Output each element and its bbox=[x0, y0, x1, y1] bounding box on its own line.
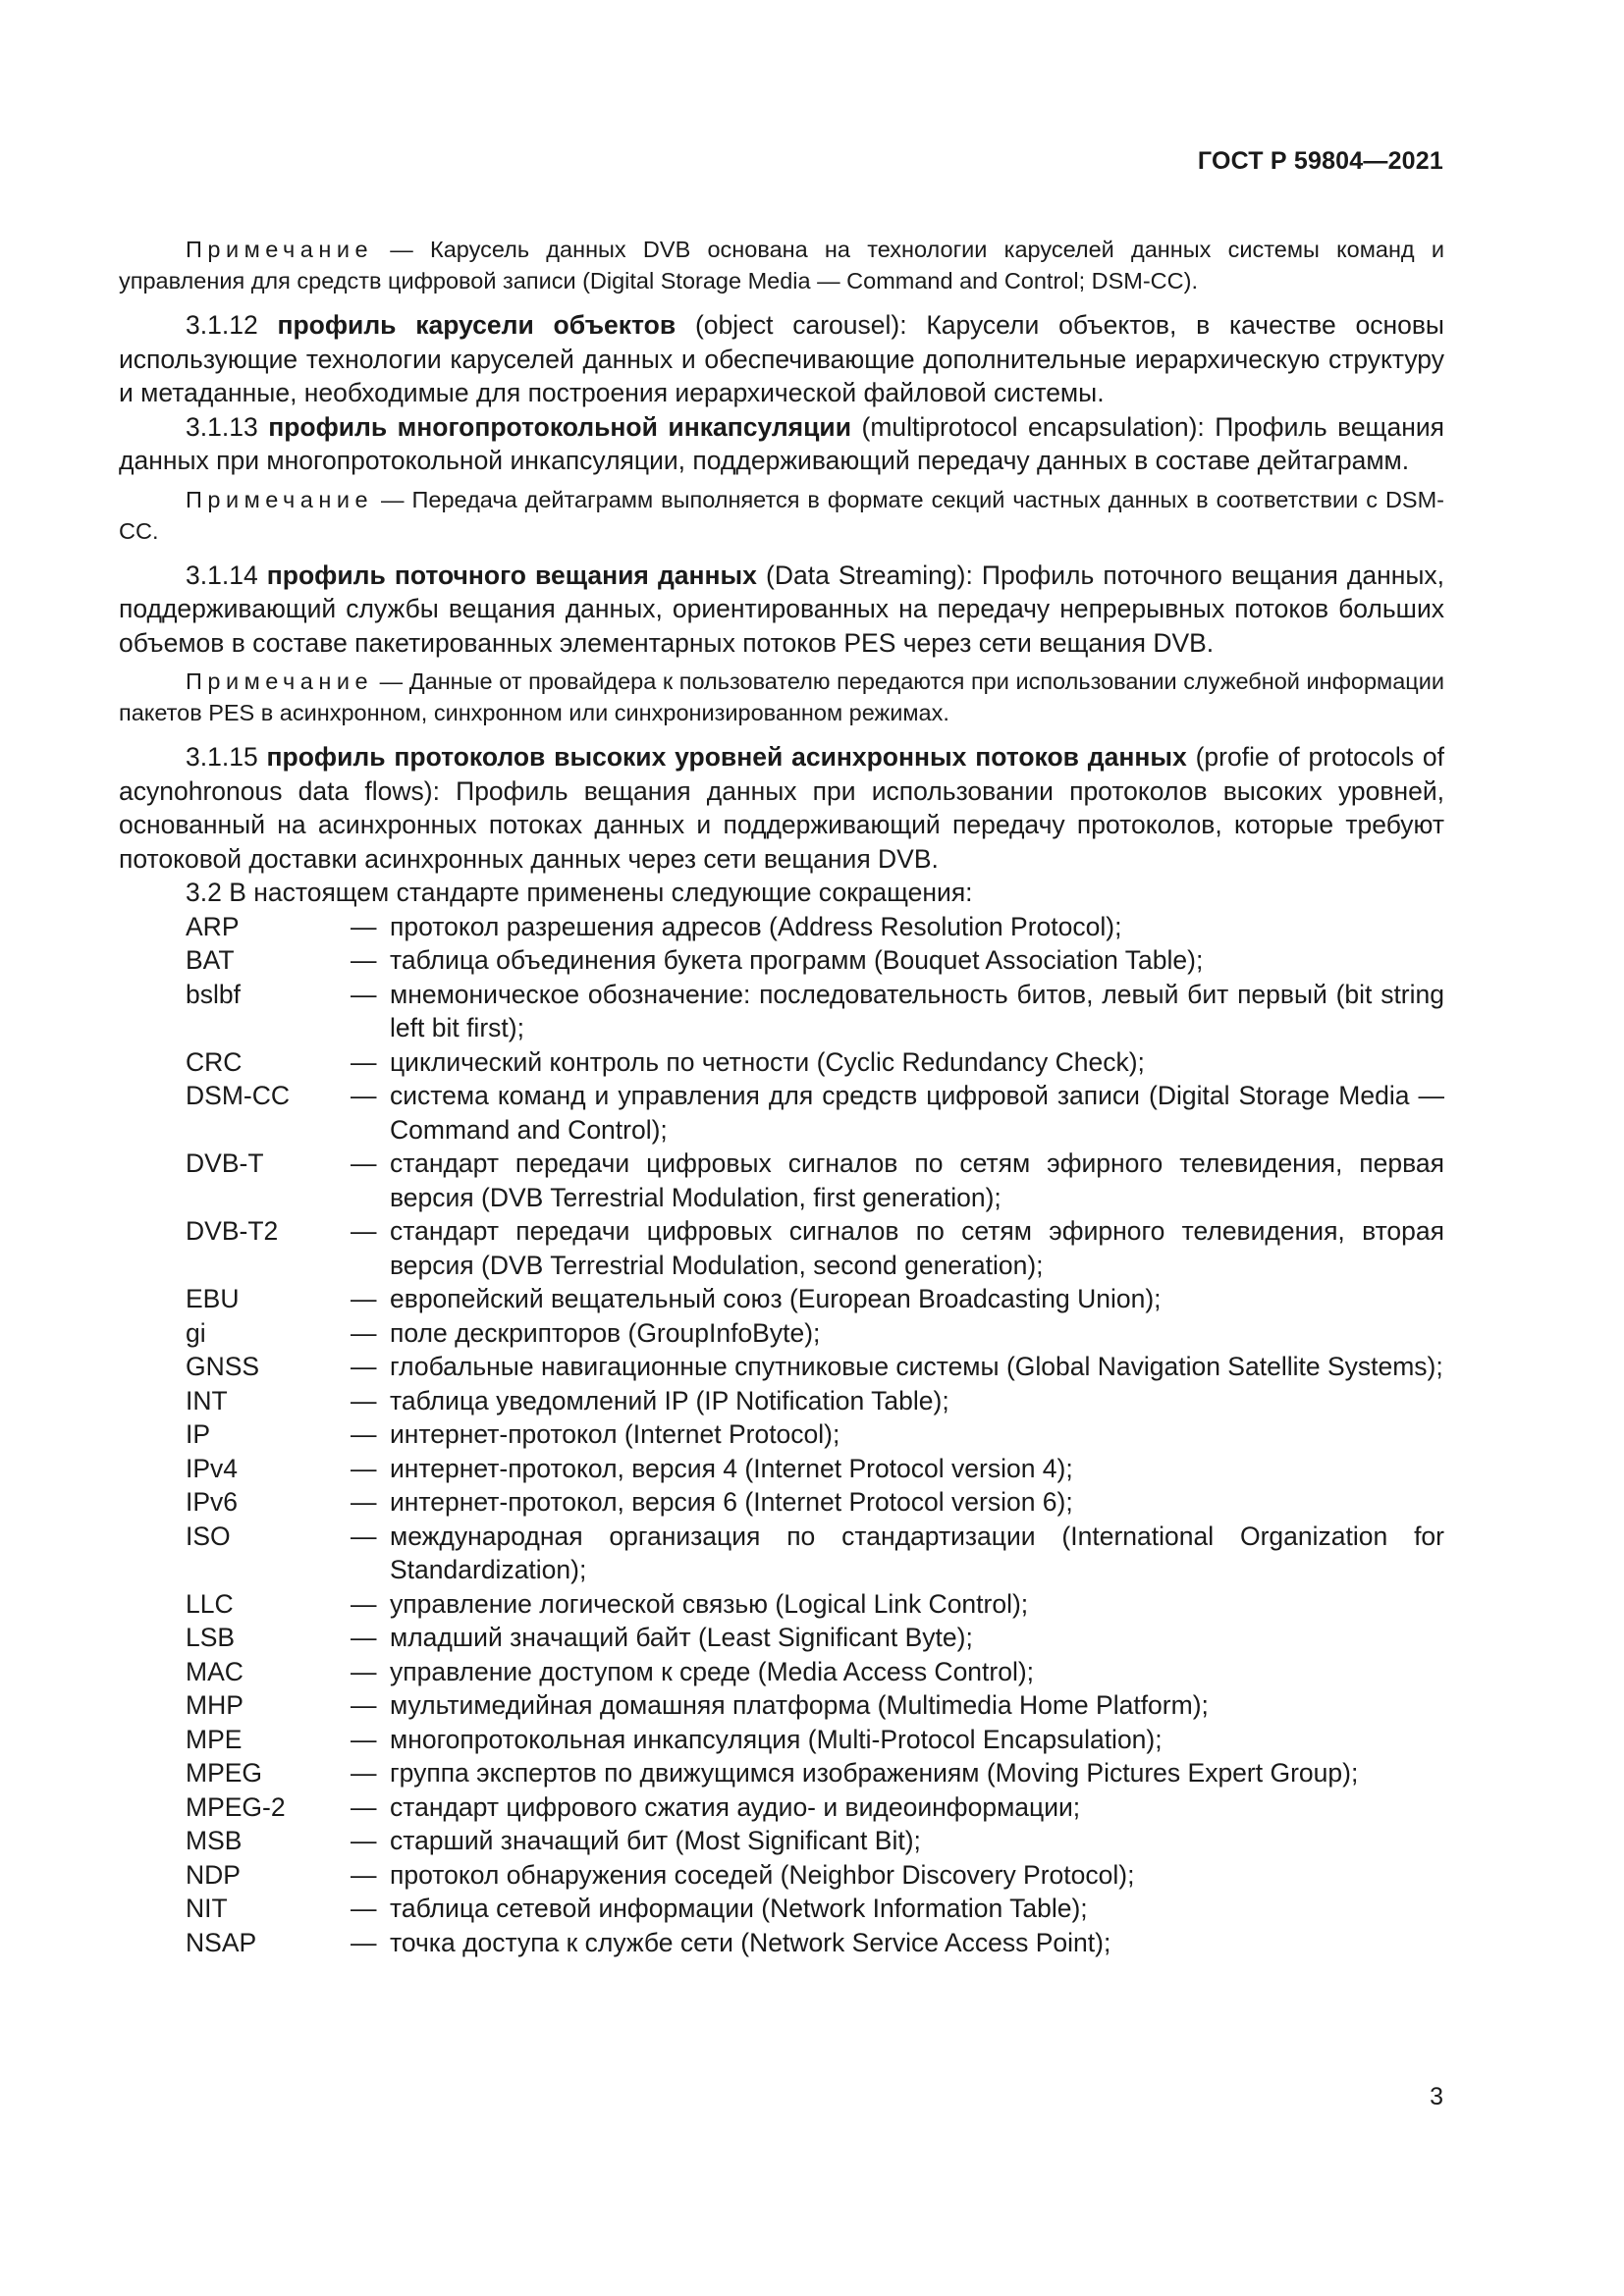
abbreviation-key: MPEG bbox=[186, 1758, 263, 1788]
note-text: — Данные от провайдера к пользователю передаются при использовании служебной информации пакетов PES в асинхронном, синхронном или синхронизированном режимах. bbox=[119, 668, 1444, 725]
abbreviation-key: MPEG-2 bbox=[186, 1791, 286, 1822]
abbreviation-key: ARP bbox=[186, 911, 240, 941]
abbreviation-key: MAC bbox=[186, 1656, 244, 1686]
definition-3-1-15 bbox=[119, 740, 1444, 876]
abbreviation-dash: — bbox=[351, 1419, 377, 1449]
note-label: Примечание bbox=[186, 486, 374, 512]
abbreviation-row bbox=[119, 1147, 1444, 1214]
note-datagrams bbox=[119, 484, 1444, 547]
note-provider-data bbox=[119, 666, 1444, 728]
abbreviation-row bbox=[119, 1452, 1444, 1486]
abbreviation-dash: — bbox=[351, 945, 377, 975]
abbreviation-dash: — bbox=[351, 1385, 377, 1415]
abbreviation-dash: — bbox=[351, 1927, 377, 1957]
definition-text: (object carousel): Карусели объектов, в качестве основы использующие технологии каруселей данных и обеспечивающие дополнительные иерархическую структуру и метаданные, необходимые для построения иерархической файловой системы. bbox=[119, 310, 1444, 407]
abbreviation-dash: — bbox=[351, 1046, 377, 1077]
abbreviation-row bbox=[119, 1621, 1444, 1655]
abbreviation-definition: управление логической связью (Logical Link Control); bbox=[390, 1588, 1029, 1619]
abbreviation-definition: стандарт передачи цифровых сигналов по сетям эфирного телевидения, вторая версия (DVB Terrestrial Modulation, second generation); bbox=[390, 1216, 1444, 1280]
note-label: Примечание bbox=[186, 237, 374, 262]
definition-term: профиль поточного вещания данных bbox=[266, 560, 757, 590]
abbreviation-key: MSB bbox=[186, 1826, 243, 1855]
abbreviation-row bbox=[119, 1520, 1444, 1587]
definition-number: 3.1.13 bbox=[186, 411, 258, 442]
abbreviation-definition: мультимедийная домашняя платформа (Multimedia Home Platform); bbox=[390, 1690, 1209, 1720]
abbreviation-definition: группа экспертов по движущимся изображениям (Moving Pictures Expert Group); bbox=[390, 1758, 1359, 1788]
abbreviation-row bbox=[119, 1214, 1444, 1282]
abbreviation-dash: — bbox=[351, 1859, 377, 1890]
abbreviation-key: INT bbox=[186, 1385, 228, 1415]
abbreviation-dash: — bbox=[351, 1487, 377, 1517]
abbreviation-definition: старший значащий бит (Most Significant Bit); bbox=[390, 1826, 921, 1855]
abbreviation-definition: интернет-протокол, версия 6 (Internet Protocol version 6); bbox=[390, 1487, 1073, 1517]
abbreviation-row bbox=[119, 1688, 1444, 1723]
abbreviation-key: DSM-CC bbox=[186, 1081, 290, 1110]
abbreviation-definition: таблица уведомлений IP (IP Notification Table); bbox=[390, 1385, 949, 1415]
definition-3-1-13 bbox=[119, 410, 1444, 478]
abbreviation-dash: — bbox=[351, 911, 377, 941]
abbreviation-row bbox=[119, 1824, 1444, 1858]
abbreviation-dash: — bbox=[351, 1317, 377, 1348]
abbreviation-row bbox=[119, 1384, 1444, 1418]
abbreviation-dash: — bbox=[351, 1081, 377, 1110]
abbreviation-definition: таблица объединения букета программ (Bouquet Association Table); bbox=[390, 945, 1204, 975]
abbreviation-row bbox=[119, 1282, 1444, 1316]
abbreviation-key: NSAP bbox=[186, 1927, 257, 1957]
abbreviation-definition: протокол обнаружения соседей (Neighbor Discovery Protocol); bbox=[390, 1859, 1135, 1890]
definition-text: (Data Streaming): Профиль поточного вещания данных, поддерживающий службы вещания данных, ориентированных на передачу непрерывных потоков больших объемов в составе пакетированных элементарных потоков PES через сети вещания DVB. bbox=[119, 560, 1444, 658]
abbreviation-definition: стандарт цифрового сжатия аудио- и видеоинформации; bbox=[390, 1791, 1081, 1822]
abbreviation-row bbox=[119, 1587, 1444, 1622]
abbreviation-dash: — bbox=[351, 1791, 377, 1822]
abbreviation-row bbox=[119, 1045, 1444, 1080]
abbreviation-definition: протокол разрешения адресов (Address Resolution Protocol); bbox=[390, 911, 1122, 941]
abbreviation-definition: управление доступом к среде (Media Access Control); bbox=[390, 1656, 1035, 1686]
abbreviation-row bbox=[119, 1858, 1444, 1893]
abbreviation-key: ISO bbox=[186, 1521, 231, 1551]
abbreviation-row bbox=[119, 1350, 1444, 1384]
abbreviation-definition: мнемоническое обозначение: последовательность битов, левый бит первый (bit string left bit first); bbox=[390, 979, 1444, 1042]
document-body bbox=[119, 228, 1444, 1959]
abbreviation-definition: многопротокольная инкапсуляция (Multi-Protocol Encapsulation); bbox=[390, 1724, 1163, 1754]
abbreviation-key: bslbf bbox=[186, 979, 241, 1009]
abbreviation-dash: — bbox=[351, 1284, 377, 1313]
abbreviation-row bbox=[119, 1316, 1444, 1351]
abbreviation-dash: — bbox=[351, 1758, 377, 1788]
abbreviation-row bbox=[119, 1926, 1444, 1960]
abbreviation-dash: — bbox=[351, 1588, 377, 1619]
definition-number: 3.1.14 bbox=[186, 560, 258, 590]
abbreviation-dash: — bbox=[351, 1216, 377, 1246]
abbreviation-definition: точка доступа к службе сети (Network Service Access Point); bbox=[390, 1927, 1111, 1957]
definition-number: 3.1.12 bbox=[186, 310, 258, 340]
definition-term: профиль протоколов высоких уровней асинхронных потоков данных bbox=[266, 742, 1187, 772]
definition-3-1-14 bbox=[119, 559, 1444, 661]
abbreviation-definition: стандарт передачи цифровых сигналов по сетям эфирного телевидения, первая версия (DVB Terrestrial Modulation, first generation); bbox=[390, 1148, 1444, 1212]
abbreviation-definition: глобальные навигационные спутниковые системы (Global Navigation Satellite Systems); bbox=[390, 1352, 1443, 1381]
abbreviation-row bbox=[119, 943, 1444, 978]
abbreviation-definition: таблица сетевой информации (Network Information Table); bbox=[390, 1894, 1088, 1923]
abbreviation-key: MPE bbox=[186, 1724, 243, 1754]
abbreviation-dash: — bbox=[351, 1724, 377, 1754]
note-text: — Передача дейтаграмм выполняется в формате секций частных данных в соответствии с DSM-CC. bbox=[119, 486, 1444, 544]
abbreviation-row bbox=[119, 1723, 1444, 1757]
page-number: 3 bbox=[1430, 2083, 1443, 2110]
abbreviation-key: GNSS bbox=[186, 1352, 260, 1381]
abbreviation-dash: — bbox=[351, 1690, 377, 1720]
abbreviation-key: MHP bbox=[186, 1690, 244, 1720]
definition-term: профиль карусели объектов bbox=[277, 310, 677, 340]
abbreviation-definition: циклический контроль по четности (Cyclic Redundancy Check); bbox=[390, 1046, 1145, 1077]
abbreviation-key: LLC bbox=[186, 1588, 234, 1619]
abbreviation-row bbox=[119, 1655, 1444, 1689]
abbreviation-row bbox=[119, 910, 1444, 944]
abbreviation-key: NDP bbox=[186, 1859, 241, 1890]
abbreviation-row bbox=[119, 1756, 1444, 1790]
abbreviations-intro: 3.2 В настоящем стандарте применены следующие сокращения: bbox=[186, 878, 973, 907]
abbreviation-dash: — bbox=[351, 1656, 377, 1686]
abbreviation-row bbox=[119, 1892, 1444, 1926]
abbreviation-key: EBU bbox=[186, 1284, 240, 1313]
definition-number: 3.1.15 bbox=[186, 742, 258, 772]
abbreviation-dash: — bbox=[351, 1623, 377, 1652]
abbreviation-dash: — bbox=[351, 1894, 377, 1923]
abbreviation-key: DVB-T bbox=[186, 1148, 264, 1178]
abbreviation-key: IPv6 bbox=[186, 1487, 239, 1517]
definition-text: (profie of protocols of acynohronous data flows): Профиль вещания данных при использовании протоколов высоких уровней, основанный на асинхронных потоках данных и поддерживающий передачу протоколов, которые требуют потоковой доставки асинхронных данных через сети вещания DVB. bbox=[119, 742, 1444, 874]
abbreviation-dash: — bbox=[351, 1352, 377, 1381]
abbreviation-dash: — bbox=[351, 979, 377, 1009]
definition-term: профиль многопротокольной инкапсуляции bbox=[268, 411, 852, 442]
abbreviation-row bbox=[119, 1079, 1444, 1147]
note-label: Примечание bbox=[186, 668, 374, 694]
abbreviation-definition: интернет-протокол (Internet Protocol); bbox=[390, 1419, 840, 1449]
abbreviation-dash: — bbox=[351, 1453, 377, 1483]
abbreviation-dash: — bbox=[351, 1148, 377, 1178]
abbreviation-key: DVB-T2 bbox=[186, 1216, 279, 1246]
abbreviation-row bbox=[119, 1485, 1444, 1520]
abbreviation-key: LSB bbox=[186, 1623, 236, 1652]
document-header: ГОСТ Р 59804—2021 bbox=[1197, 147, 1443, 175]
abbreviation-key: BAT bbox=[186, 945, 235, 975]
note-dvb-carousel bbox=[119, 234, 1444, 296]
definition-text: (multiprotocol encapsulation): Профиль вещания данных при многопротокольной инкапсуляции, поддерживающий передачу данных в составе дейтаграмм. bbox=[119, 411, 1444, 475]
note-text: — Карусель данных DVB основана на технологии каруселей данных системы команд и управления для средств цифровой записи (Digital Storage Media — Command and Control; DSM-CC). bbox=[119, 237, 1445, 294]
abbreviation-definition: младший значащий байт (Least Significant Byte); bbox=[390, 1623, 973, 1652]
abbreviation-definition: интернет-протокол, версия 4 (Internet Protocol version 4); bbox=[390, 1453, 1073, 1483]
abbreviations-list bbox=[119, 910, 1444, 1960]
abbreviation-definition: поле дескрипторов (GroupInfoByte); bbox=[390, 1317, 821, 1348]
abbreviation-key: IP bbox=[186, 1419, 211, 1449]
abbreviation-dash: — bbox=[351, 1521, 377, 1551]
abbreviation-dash: — bbox=[351, 1826, 377, 1855]
abbreviation-definition: европейский вещательный союз (European Broadcasting Union); bbox=[390, 1284, 1162, 1313]
abbreviation-definition: система команд и управления для средств цифровой записи (Digital Storage Media — Command and Control); bbox=[390, 1081, 1444, 1145]
abbreviation-definition: международная организация по стандартизации (International Organization for Standardization); bbox=[390, 1521, 1444, 1584]
abbreviation-row bbox=[119, 1790, 1444, 1825]
definition-3-1-12 bbox=[119, 308, 1444, 410]
abbreviation-key: NIT bbox=[186, 1894, 228, 1923]
abbreviation-key: IPv4 bbox=[186, 1453, 239, 1483]
abbreviation-key: CRC bbox=[186, 1046, 243, 1077]
abbreviation-key: gi bbox=[186, 1317, 206, 1348]
abbreviation-row bbox=[119, 978, 1444, 1045]
abbreviation-row bbox=[119, 1417, 1444, 1452]
